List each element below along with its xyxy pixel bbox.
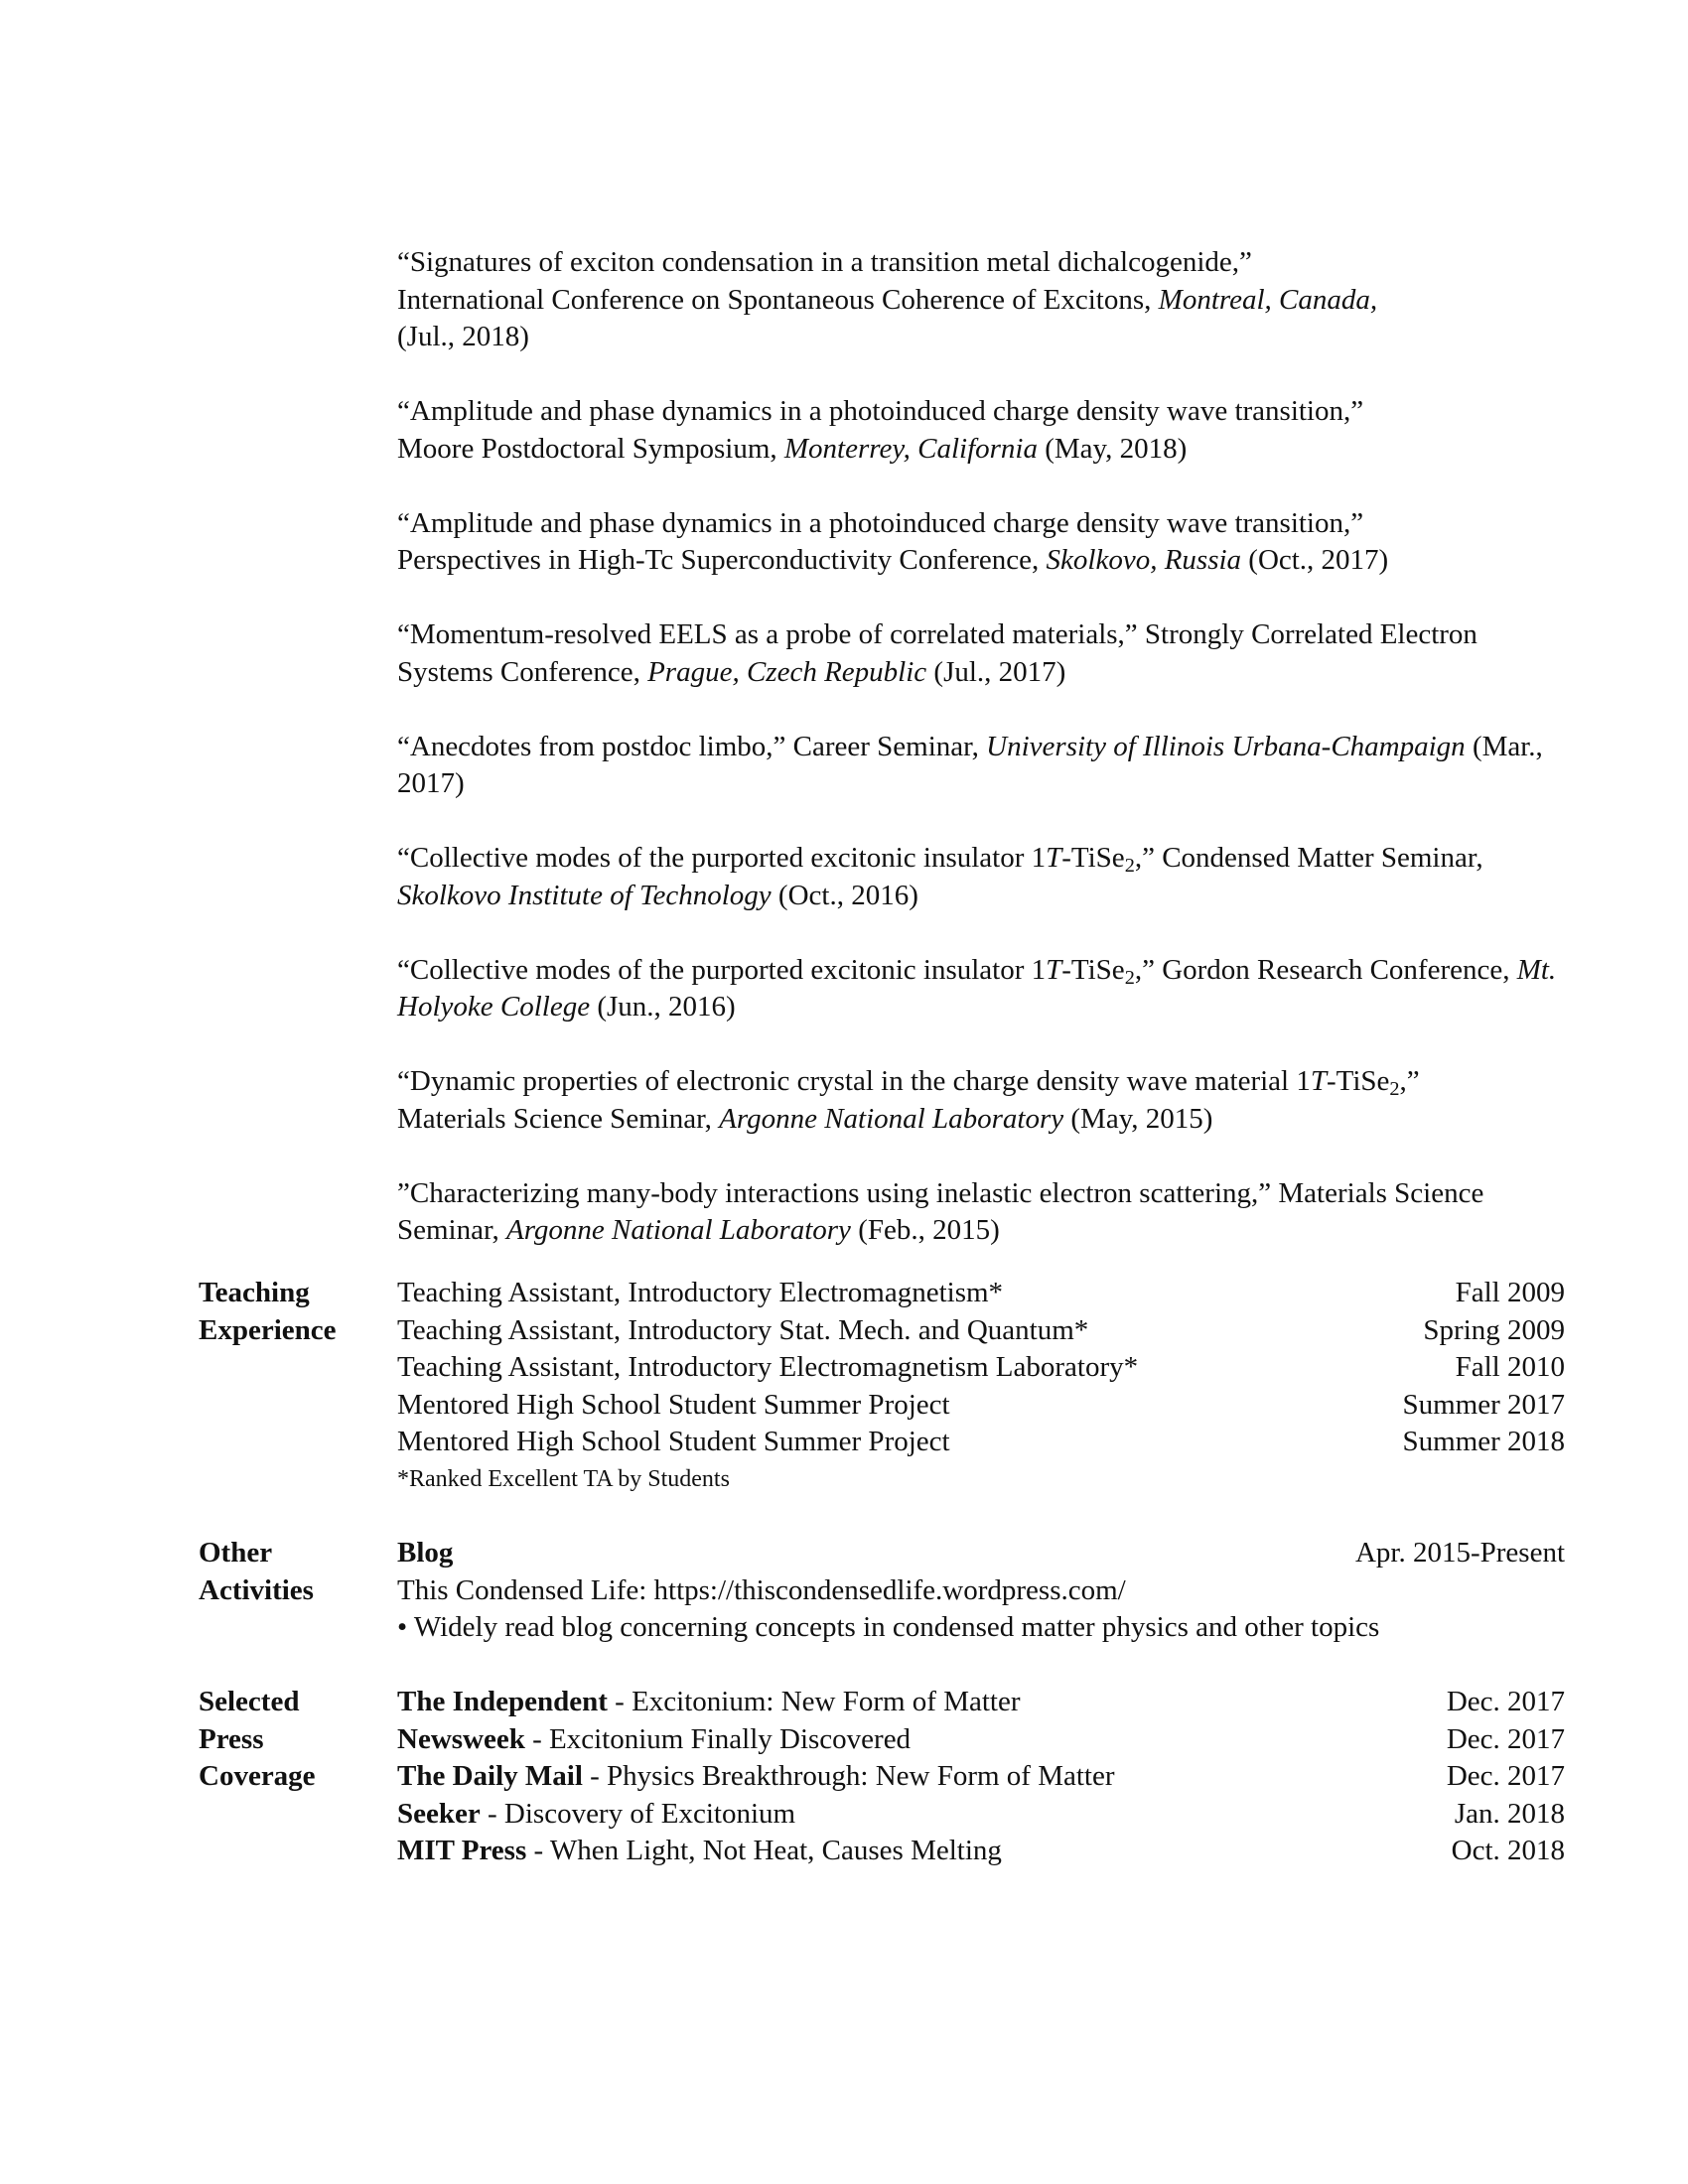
list-item: Mentored High School Student Summer Project Summer 2018: [397, 1426, 1565, 1457]
talk-title: “Amplitude and phase dynamics in a photoinduced charge density wave transition,”: [397, 395, 1364, 427]
talk-date: (Jun., 2016): [597, 991, 736, 1023]
list-item: Seeker - Discovery of Excitonium Jan. 2018: [397, 1797, 1565, 1830]
talk-venue: Career Seminar,: [792, 730, 979, 762]
talk-place: Prague, Czech Republic: [647, 655, 927, 688]
list-item: Teaching Assistant, Introductory Electromagnetism* Fall 2009: [397, 1277, 1565, 1308]
activities-rows: [397, 1535, 1565, 1647]
talk-venue: Strongly Correlated Electron Systems Conference,: [397, 618, 1477, 688]
list-item: Blog Apr. 2015-Present: [397, 1537, 1565, 1569]
section-label: Selected Press Coverage: [199, 1686, 316, 1792]
blog-url: This Condensed Life: https://thiscondensedlife.wordpress.com/: [397, 1573, 1126, 1606]
list-item: Teaching Assistant, Introductory Electromagnetism Laboratory* Fall 2010: [397, 1351, 1565, 1383]
talk-date: (Mar., 2017): [397, 730, 1543, 799]
list-item: MIT Press - When Light, Not Heat, Causes Melting Oct. 2018: [397, 1835, 1565, 1866]
talk-title: “Collective modes of the purported excitonic insulator 1T-TiSe$_2$,”: [397, 842, 1155, 878]
talk-date: (Jul., 2018): [397, 321, 529, 352]
talk-venue: Materials Science Seminar,: [397, 1176, 1484, 1246]
blog-description: • Widely read blog concerning concepts in condensed matter physics and other topics: [397, 1611, 1380, 1643]
talk-place: Monterrey, California: [783, 432, 1038, 465]
talk-item: [397, 1175, 1569, 1250]
talk-place: Montreal, Canada,: [1158, 283, 1378, 316]
talks-list: [397, 244, 1569, 1287]
talk-place: University of Illinois Urbana-Champaign: [986, 730, 1466, 762]
section-label: Other Activities: [199, 1537, 314, 1606]
list-item: The Daily Mail - Physics Breakthrough: New Form of Matter Dec. 2017: [397, 1760, 1565, 1792]
talk-date: (May, 2018): [1045, 432, 1188, 465]
talk-title: “Collective modes of the purported excitonic insulator 1T-TiSe$_2$,”: [397, 953, 1155, 989]
talk-date: (Oct., 2016): [777, 879, 918, 911]
talk-item: [397, 840, 1569, 914]
talk-place: Argonne National Laboratory: [505, 1214, 851, 1246]
talk-item: [397, 244, 1569, 356]
talk-venue: Perspectives in High-Tc Superconductivity Conference,: [397, 544, 1040, 576]
talk-date: (May, 2015): [1070, 1102, 1213, 1135]
talk-item: [397, 505, 1569, 580]
talk-date: (Jul., 2017): [933, 655, 1066, 688]
talk-title: “Momentum-resolved EELS as a probe of correlated materials,”: [397, 618, 1138, 650]
talk-venue: Materials Science Seminar,: [397, 1102, 712, 1135]
list-item: Teaching Assistant, Introductory Stat. Mech. and Quantum* Spring 2009: [397, 1313, 1565, 1346]
section-label: Teaching Experience: [199, 1277, 337, 1346]
talk-date: (Oct., 2017): [1248, 544, 1389, 576]
talk-venue: Condensed Matter Seminar,: [1162, 842, 1483, 874]
talk-place: Skolkovo Institute of Technology: [397, 879, 772, 911]
list-item: Mentored High School Student Summer Project Summer 2017: [397, 1388, 1565, 1421]
talk-place: Skolkovo, Russia: [1046, 544, 1242, 576]
talk-title: ”Characterizing many-body interactions using inelastic electron scattering,”: [397, 1176, 1272, 1209]
talk-title: “Anecdotes from postdoc limbo,”: [397, 730, 786, 762]
talk-item: [397, 952, 1569, 1026]
talk-title: “Dynamic properties of electronic crystal in the charge density wave material 1T-TiSe$_2$,”: [397, 1065, 1420, 1101]
talk-place: Argonne National Laboratory: [719, 1102, 1064, 1135]
talk-date: (Feb., 2015): [858, 1214, 1000, 1246]
talk-place: Mt. Holyoke College: [397, 953, 1557, 1023]
talk-title: “Amplitude and phase dynamics in a photoinduced charge density wave transition,”: [397, 506, 1364, 539]
talk-venue: Gordon Research Conference,: [1162, 953, 1510, 986]
talk-item: [397, 1063, 1569, 1138]
teaching-note: *Ranked Excellent TA by Students: [397, 1465, 730, 1492]
list-item: Newsweek - Excitonium Finally Discovered Dec. 2017: [397, 1722, 1565, 1755]
talk-item: [397, 729, 1569, 803]
press-rows: [397, 1684, 1565, 1870]
talk-venue: International Conference on Spontaneous Coherence of Excitons,: [397, 283, 1152, 316]
talk-item: [397, 616, 1569, 691]
list-item: The Independent - Excitonium: New Form of Matter Dec. 2017: [397, 1686, 1565, 1717]
talk-title: “Signatures of exciton condensation in a transition metal dichalcogenide,”: [397, 246, 1252, 278]
talk-item: [397, 393, 1569, 468]
talk-venue: Moore Postdoctoral Symposium,: [397, 432, 777, 465]
teaching-rows: [397, 1275, 1565, 1498]
